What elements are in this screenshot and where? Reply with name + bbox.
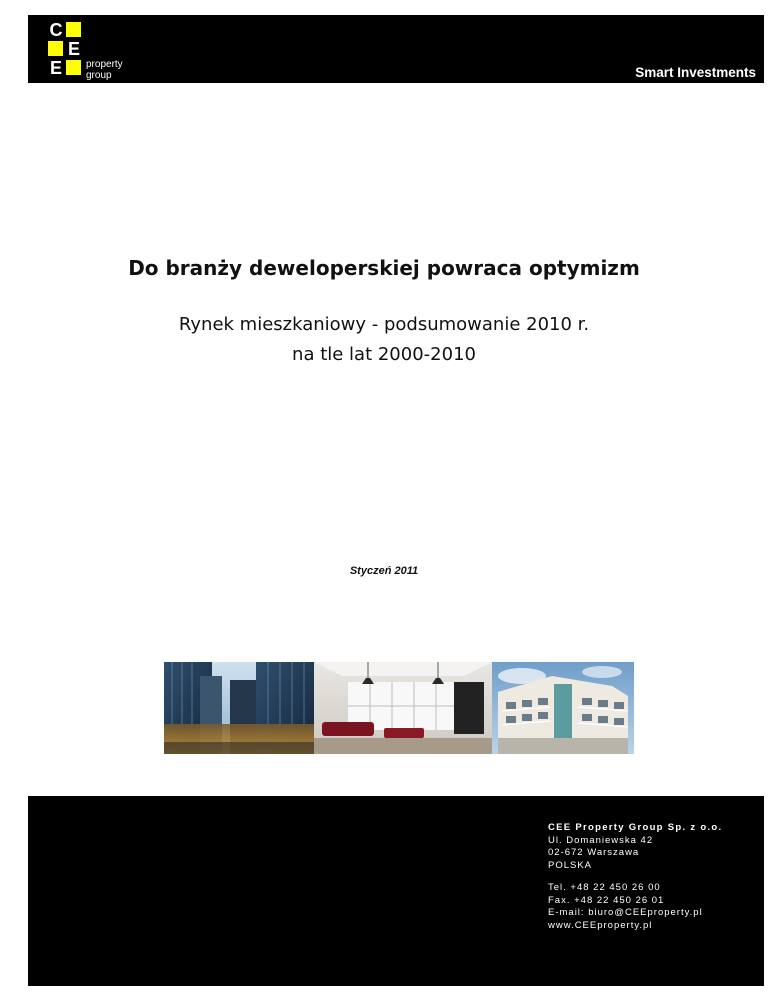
company-name: CEE Property Group Sp. z o.o. bbox=[548, 822, 723, 833]
logo-letter-c: C bbox=[49, 20, 63, 40]
photo-strip bbox=[164, 662, 634, 754]
phone-number: Tel. +48 22 450 26 00 bbox=[548, 882, 661, 893]
email-link[interactable]: E-mail: biuro@CEEproperty.pl bbox=[548, 907, 703, 918]
document-subtitle bbox=[0, 310, 768, 370]
interior-loft-photo bbox=[314, 662, 492, 754]
address-city: 02-672 Warszawa bbox=[548, 847, 640, 858]
website-link[interactable]: www.CEEproperty.pl bbox=[548, 919, 653, 931]
logo-square bbox=[66, 22, 81, 37]
contact-spacer bbox=[548, 872, 722, 882]
subtitle-line-2: na tle lat 2000-2010 bbox=[292, 344, 476, 365]
logo-letter-e: E bbox=[49, 58, 62, 78]
tagline: Smart Investments bbox=[635, 65, 756, 80]
contact-block bbox=[548, 822, 722, 932]
document-date: Styczeń 2011 bbox=[349, 565, 419, 577]
address-country: POLSKA bbox=[548, 859, 593, 871]
subtitle-line-1: Rynek mieszkaniowy - podsumowanie 2010 r. bbox=[178, 314, 590, 335]
logo-square bbox=[48, 41, 63, 56]
cee-logo bbox=[48, 20, 168, 81]
logo-word-group: group bbox=[86, 70, 112, 81]
logo-letter-e: E bbox=[67, 39, 80, 59]
logo-word-property: property bbox=[86, 59, 123, 70]
logo-square bbox=[66, 60, 81, 75]
document-title: Do branży deweloperskiej powraca optymizm bbox=[128, 256, 640, 280]
header-banner bbox=[28, 15, 764, 83]
office-towers-photo bbox=[164, 662, 314, 754]
address-street: Ul. Domaniewska 42 bbox=[548, 834, 654, 846]
fax-number: Fax. +48 22 450 26 01 bbox=[548, 894, 665, 906]
apartment-building-photo bbox=[492, 662, 634, 754]
